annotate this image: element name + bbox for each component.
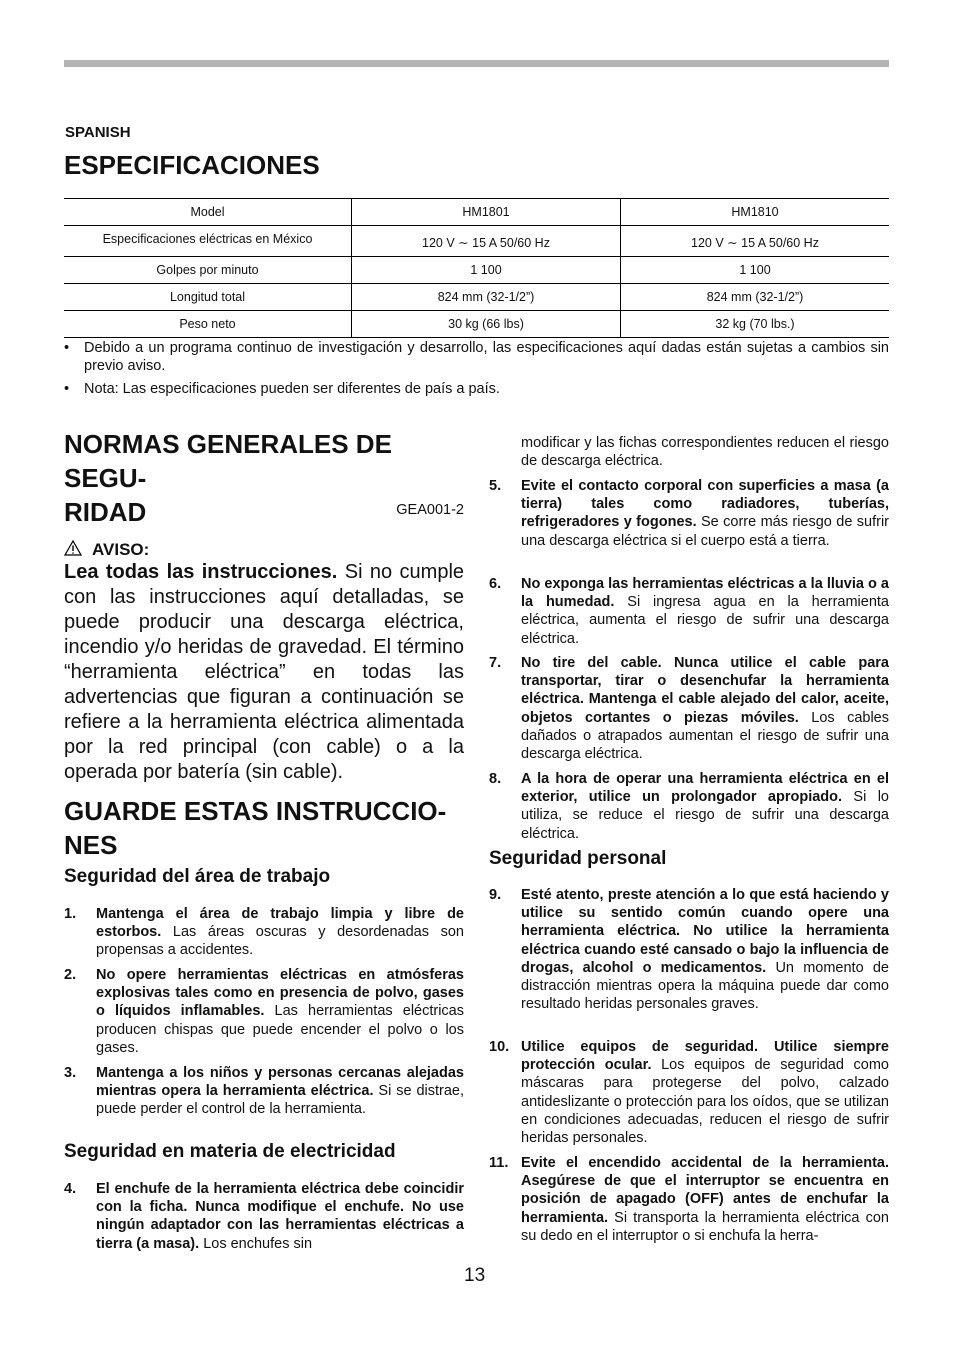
- list-item: [64, 339, 889, 375]
- table-row: [64, 199, 889, 226]
- save-title-line: GUARDE ESTAS INSTRUCCIO-: [64, 796, 447, 826]
- item-text: Las áreas oscuras y desordenadas son propensas a accidentes.: [96, 924, 464, 959]
- doc-code: GEA001-2: [396, 502, 464, 518]
- spec-table: [64, 198, 889, 338]
- table-cell: 120 V ∼ 15 A 50/60 Hz: [352, 226, 621, 257]
- item-number: 7.: [489, 655, 502, 671]
- list-item: [489, 1154, 889, 1245]
- item-bold: Mantenga a los niños y personas cercanas alejadas mientras opera la herramienta eléctrica.: [96, 1065, 464, 1100]
- item-number: 4.: [64, 1181, 77, 1197]
- safety-title-line: RIDAD: [64, 497, 147, 527]
- note-text: Debido a un programa continuo de investigación y desarrollo, las especificaciones aquí dadas están sujetas a cambios sin previo aviso.: [84, 340, 889, 374]
- table-row: [64, 284, 889, 311]
- list-item: [489, 770, 889, 843]
- item-number: 8.: [489, 771, 502, 787]
- page-number: 13: [464, 1265, 486, 1286]
- warning-heading: [64, 540, 464, 559]
- item-bold: No opere herramientas eléctricas en atmósferas explosivas tales como en presencia de polvo, gases o líquidos inflamables.: [96, 967, 464, 1020]
- bullet: •: [64, 340, 70, 356]
- section-heading: Seguridad en materia de electricidad: [64, 1141, 396, 1162]
- table-cell: Peso neto: [64, 311, 352, 338]
- list-item: [64, 380, 889, 398]
- item-text: Se corre más riesgo de sufrir una descarga eléctrica si el cuerpo está a tierra.: [521, 514, 890, 549]
- warning-triangle-icon: [64, 540, 82, 556]
- list-item: [64, 1180, 464, 1253]
- item-text: Los cables dañados o atrapados aumentan el riesgo de sufrir una descarga eléctrica.: [521, 709, 889, 763]
- table-row: [64, 257, 889, 284]
- item-number: 9.: [489, 887, 502, 903]
- save-title: [64, 794, 464, 862]
- list-item: [64, 905, 464, 960]
- table-cell: 30 kg (66 lbs): [352, 311, 621, 338]
- item-text: Si ingresa agua en la herramienta eléctrica, aumenta el riesgo de sufrir una descarga eléctrica.: [521, 594, 889, 647]
- item-bold: Evite el contacto corporal con superficies a masa (a tierra) tales como radiadores, tuberías, refrigeradores y fogones.: [521, 478, 889, 531]
- item-number: 6.: [489, 576, 502, 592]
- item-text: Un momento de distracción mientras opera la máquina puede dar como resultado heridas personales graves.: [521, 959, 889, 1013]
- item-bold: Evite el encendido accidental de la herramienta. Asegúrese de que el interruptor se encuentra en posición de apagado (OFF) antes de enchufar la herramienta.: [521, 1155, 889, 1226]
- table-cell: 1 100: [352, 257, 621, 284]
- language-label: SPANISH: [65, 124, 131, 141]
- table-cell: Especificaciones eléctricas en México: [64, 226, 352, 257]
- spec-title: ESPECIFICACIONES: [64, 150, 320, 180]
- item-bold: El enchufe de la herramienta eléctrica debe coincidir con la ficha. Nunca modifique el enchufe. No use ningún adaptador con las herramientas eléctricas a tierra (a masa).: [96, 1181, 464, 1252]
- item-number: 5.: [489, 478, 502, 494]
- item-bold: No tire del cable. Nunca utilice el cable para transportar, tirar o desenchufar la herramienta eléctrica. Mantenga el cable alejado del calor, aceite, objetos cortantes o piezas móviles.: [521, 655, 889, 726]
- item-number: 10.: [489, 1039, 510, 1055]
- item-text: modificar y las fichas correspondientes reducen el riesgo de descarga eléctrica.: [521, 435, 889, 470]
- table-cell: 32 kg (70 lbs.): [621, 311, 890, 338]
- item-number: 1.: [64, 906, 77, 922]
- list-item: [489, 654, 889, 763]
- table-row: [64, 311, 889, 338]
- table-cell: Longitud total: [64, 284, 352, 311]
- list-item-continued: [489, 434, 889, 470]
- item-text: Los enchufes sin: [199, 1235, 313, 1252]
- list-item: [489, 575, 889, 648]
- list-item: [489, 1038, 889, 1147]
- table-cell: 824 mm (32-1/2”): [621, 284, 890, 311]
- list-item: [64, 1064, 464, 1119]
- table-cell: HM1810: [621, 199, 890, 226]
- table-row: [64, 226, 889, 257]
- warning-body: Si no cumple con las instrucciones aquí detalladas, se puede producir una descarga eléctrica, incendio y/o heridas de gravedad. El término “herramienta eléctrica” en todas las advertencias que figuran a continuación se refiere a la herramienta eléctrica alimentada por la red principal (con cable) o a la operada por batería (sin cable).: [64, 561, 465, 783]
- item-number: 11.: [489, 1155, 509, 1171]
- bullet: •: [64, 381, 70, 397]
- item-bold: No exponga las herramientas eléctricas a la lluvia o a la humedad.: [521, 576, 889, 611]
- spec-notes: [64, 339, 889, 403]
- table-cell: 824 mm (32-1/2”): [352, 284, 621, 311]
- section-heading: Seguridad del área de trabajo: [64, 866, 331, 887]
- save-title-line: NES: [64, 830, 118, 860]
- list-item: [489, 886, 889, 1013]
- section-heading: Seguridad personal: [489, 848, 667, 869]
- item-bold: Esté atento, preste atención a lo que está haciendo y utilice su sentido común cuando opere una herramienta eléctrica. No utilice la herramienta eléctrica cuando esté cansado o bajo la influencia de drogas, alcohol o medicamentos.: [521, 887, 889, 976]
- table-cell: Golpes por minuto: [64, 257, 352, 284]
- safety-title-line: NORMAS GENERALES DE SEGU-: [64, 429, 392, 493]
- table-cell: 120 V ∼ 15 A 50/60 Hz: [621, 226, 890, 257]
- warning-label: AVISO:: [92, 540, 150, 559]
- warning-text: [64, 560, 464, 785]
- item-number: 3.: [64, 1065, 77, 1081]
- header-rule: [64, 60, 889, 67]
- item-number: 2.: [64, 967, 77, 983]
- item-text: Si se distrae, puede perder el control de la herramienta.: [96, 1083, 464, 1118]
- item-bold: Mantenga el área de trabajo limpia y libre de estorbos.: [96, 906, 464, 941]
- table-cell: Model: [64, 199, 352, 226]
- item-bold: A la hora de operar una herramienta eléctrica en el exterior, utilice un prolongador apropiado.: [521, 771, 889, 806]
- table-cell: HM1801: [352, 199, 621, 226]
- item-text: Las herramientas eléctricas producen chispas que puede encender el polvo o los gases.: [96, 1003, 464, 1056]
- item-text: Si transporta la herramienta eléctrica con su dedo en el interruptor o si enchufa la herra-: [521, 1209, 889, 1244]
- list-item: [489, 477, 889, 550]
- item-bold: Utilice equipos de seguridad. Utilice siempre protección ocular.: [521, 1039, 889, 1074]
- item-text: Si lo utiliza, se reduce el riesgo de sufrir una descarga eléctrica.: [521, 789, 889, 842]
- list-item: [64, 966, 464, 1057]
- note-text: Nota: Las especificaciones pueden ser diferentes de país a país.: [84, 381, 500, 397]
- warning-lead: Lea todas las instrucciones.: [64, 561, 338, 583]
- item-text: Los equipos de seguridad como máscaras para protegerse del polvo, calzado antideslizante o protección para los oídos, que se utilizan en condiciones adecuadas, reducen el riesgo de sufrir heridas personales.: [521, 1057, 889, 1147]
- table-cell: 1 100: [621, 257, 890, 284]
